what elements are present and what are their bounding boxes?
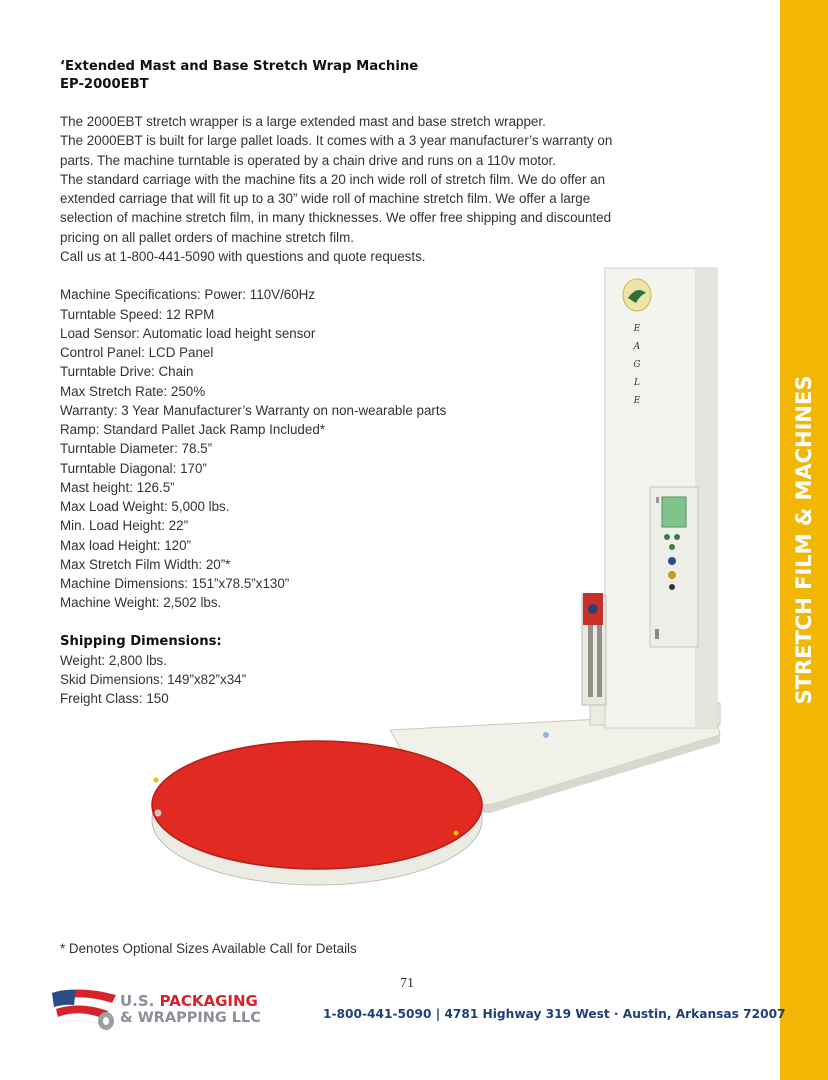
- product-description: [60, 112, 660, 266]
- spec-item: Mast height: 126.5”: [60, 479, 175, 495]
- spec-item: Turntable Diameter: 78.5”: [60, 441, 213, 457]
- spec-item: Max load Height: 120”: [60, 537, 192, 553]
- spec-item: Ramp: Standard Pallet Jack Ramp Included*: [60, 422, 325, 438]
- turntable: [152, 741, 482, 869]
- spec-item: Machine Weight: 2,502 lbs.: [60, 595, 222, 611]
- product-content: [60, 58, 660, 708]
- contact-info: 1-800-441-5090 | 4781 Highway 319 West · Austin, Arkansas 72007: [323, 1007, 786, 1021]
- description-line: extended carriage that will fit up to a 30” wide roll of machine stretch film. We offer a large: [60, 191, 591, 207]
- mast-letter-g: G: [633, 360, 641, 370]
- spec-item: Max Stretch Film Width: 20”*: [60, 556, 231, 572]
- description-line: Call us at 1-800-441-5090 with questions and quote requests.: [60, 249, 426, 265]
- shipping-item: Freight Class: 150: [60, 691, 169, 707]
- spec-item: Control Panel: LCD Panel: [60, 345, 214, 361]
- description-line: selection of machine stretch film, in many thicknesses. We offer free shipping and discounted: [60, 210, 612, 226]
- description-line: The standard carriage with the machine fits a 20 inch wide roll of stretch film. We do offer an: [60, 171, 606, 187]
- description-line: The 2000EBT is built for large pallet loads. It comes with a 3 year manufacturer’s warranty on: [60, 133, 613, 149]
- description-line: pricing on all pallet orders of machine stretch film.: [60, 229, 354, 245]
- mast-letter-e: E: [633, 324, 641, 334]
- spec-item: Min. Load Height: 22”: [60, 518, 189, 534]
- company-logo: [50, 985, 280, 1033]
- mast-letter-e2: E: [633, 396, 641, 406]
- description-line: parts. The machine turntable is operated by a chain drive and runs on a 110v motor.: [60, 152, 556, 168]
- shipping-item: Weight: 2,800 lbs.: [60, 652, 167, 668]
- mast-letter-l: L: [634, 378, 640, 388]
- page-number: 71: [400, 976, 414, 991]
- spec-item: Max Stretch Rate: 250%: [60, 383, 206, 399]
- spec-item: Load Sensor: Automatic load height sensor: [60, 325, 316, 341]
- description-line: The 2000EBT stretch wrapper is a large extended mast and base stretch wrapper.: [60, 114, 546, 129]
- spec-item: Max Load Weight: 5,000 lbs.: [60, 499, 230, 515]
- logo-line2: & WRAPPING LLC: [120, 1010, 261, 1026]
- product-model: EP-2000EBT: [60, 77, 149, 92]
- shipping-heading: Shipping Dimensions:: [60, 633, 222, 649]
- footnote: * Denotes Optional Sizes Available Call for Details: [60, 941, 357, 956]
- logo-line1: U.S. PACKAGING: [120, 992, 258, 1010]
- product-title: ‘Extended Mast and Base Stretch Wrap Machine: [60, 59, 419, 74]
- shipping-list: [60, 651, 660, 709]
- spec-item: Warranty: 3 Year Manufacturer’s Warranty on non-wearable parts: [60, 402, 447, 418]
- spec-item: Machine Specifications: Power: 110V/60Hz: [60, 287, 316, 303]
- spec-item: Turntable Drive: Chain: [60, 364, 194, 380]
- flag-icon: [50, 985, 120, 1033]
- spec-item: Turntable Speed: 12 RPM: [60, 306, 215, 322]
- side-tab-label: STRETCH FILM & MACHINES: [792, 375, 816, 705]
- mast-letter-a: A: [633, 342, 641, 352]
- shipping-item: Skid Dimensions: 149”x82”x34”: [60, 671, 247, 687]
- spec-item: Turntable Diagonal: 170”: [60, 460, 207, 476]
- spec-list: [60, 285, 660, 612]
- spec-item: Machine Dimensions: 151”x78.5”x130”: [60, 576, 290, 592]
